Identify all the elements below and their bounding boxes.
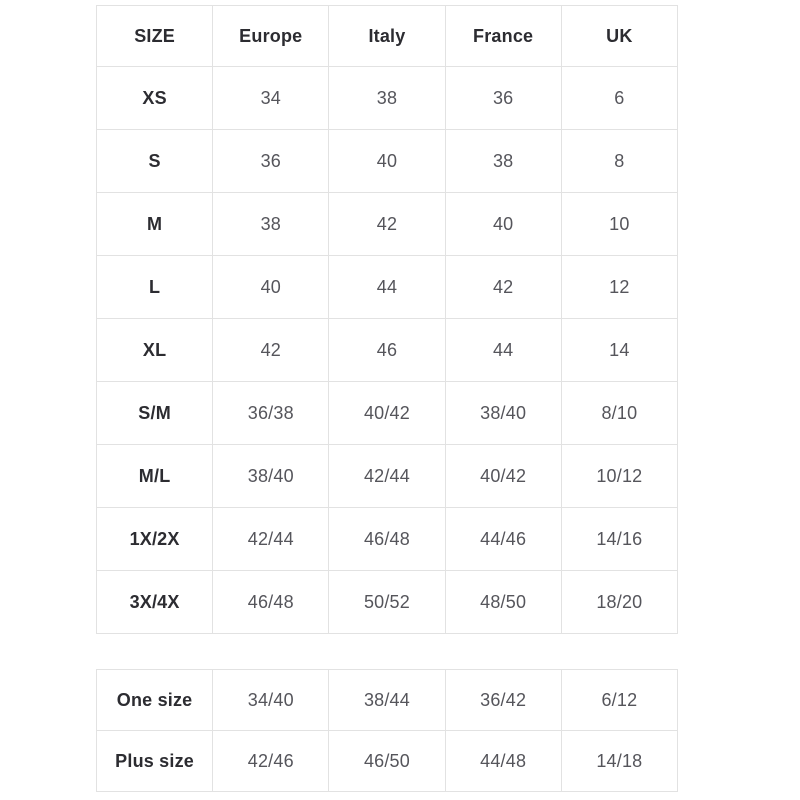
value-cell: 46/48 bbox=[213, 571, 329, 634]
header-cell-europe: Europe bbox=[213, 6, 329, 67]
table-row-xl bbox=[97, 319, 678, 382]
value-cell: 8 bbox=[561, 130, 677, 193]
size-label-3x4x: 3X/4X bbox=[97, 571, 213, 634]
value-cell: 40 bbox=[329, 130, 445, 193]
table-row-1x2x bbox=[97, 508, 678, 571]
size-label-s: S bbox=[97, 130, 213, 193]
one-size-plus-size-table bbox=[96, 669, 678, 792]
value-cell: 8/10 bbox=[561, 382, 677, 445]
value-cell: 36/42 bbox=[445, 670, 561, 731]
size-label-ml: M/L bbox=[97, 445, 213, 508]
value-cell: 38 bbox=[213, 193, 329, 256]
size-label-xl: XL bbox=[97, 319, 213, 382]
size-label-1x2x: 1X/2X bbox=[97, 508, 213, 571]
table-row-s bbox=[97, 130, 678, 193]
value-cell: 6 bbox=[561, 67, 677, 130]
value-cell: 10 bbox=[561, 193, 677, 256]
value-cell: 34/40 bbox=[213, 670, 329, 731]
value-cell: 44/46 bbox=[445, 508, 561, 571]
table-row-3x4x bbox=[97, 571, 678, 634]
value-cell: 36/38 bbox=[213, 382, 329, 445]
value-cell: 38/40 bbox=[213, 445, 329, 508]
table-row-l bbox=[97, 256, 678, 319]
table-header-row bbox=[97, 6, 678, 67]
value-cell: 38 bbox=[329, 67, 445, 130]
value-cell: 38 bbox=[445, 130, 561, 193]
size-label-plus-size: Plus size bbox=[97, 731, 213, 792]
value-cell: 42 bbox=[445, 256, 561, 319]
value-cell: 40 bbox=[445, 193, 561, 256]
size-label-one-size: One size bbox=[97, 670, 213, 731]
value-cell: 18/20 bbox=[561, 571, 677, 634]
value-cell: 46/48 bbox=[329, 508, 445, 571]
table-row-sm bbox=[97, 382, 678, 445]
value-cell: 14/16 bbox=[561, 508, 677, 571]
value-cell: 40/42 bbox=[329, 382, 445, 445]
value-cell: 42/46 bbox=[213, 731, 329, 792]
value-cell: 38/40 bbox=[445, 382, 561, 445]
table-row-ml bbox=[97, 445, 678, 508]
value-cell: 50/52 bbox=[329, 571, 445, 634]
header-cell-uk: UK bbox=[561, 6, 677, 67]
table-row-m bbox=[97, 193, 678, 256]
value-cell: 36 bbox=[213, 130, 329, 193]
header-cell-italy: Italy bbox=[329, 6, 445, 67]
size-label-xs: XS bbox=[97, 67, 213, 130]
size-label-m: M bbox=[97, 193, 213, 256]
value-cell: 40 bbox=[213, 256, 329, 319]
value-cell: 42 bbox=[213, 319, 329, 382]
value-cell: 40/42 bbox=[445, 445, 561, 508]
value-cell: 46 bbox=[329, 319, 445, 382]
value-cell: 14/18 bbox=[561, 731, 677, 792]
value-cell: 10/12 bbox=[561, 445, 677, 508]
table-row-one-size bbox=[97, 670, 678, 731]
header-cell-size: SIZE bbox=[97, 6, 213, 67]
value-cell: 44/48 bbox=[445, 731, 561, 792]
size-conversion-table bbox=[96, 5, 678, 634]
value-cell: 34 bbox=[213, 67, 329, 130]
value-cell: 6/12 bbox=[561, 670, 677, 731]
value-cell: 48/50 bbox=[445, 571, 561, 634]
value-cell: 44 bbox=[329, 256, 445, 319]
value-cell: 42 bbox=[329, 193, 445, 256]
value-cell: 42/44 bbox=[329, 445, 445, 508]
table-row-xs bbox=[97, 67, 678, 130]
value-cell: 42/44 bbox=[213, 508, 329, 571]
value-cell: 12 bbox=[561, 256, 677, 319]
value-cell: 46/50 bbox=[329, 731, 445, 792]
header-cell-france: France bbox=[445, 6, 561, 67]
value-cell: 38/44 bbox=[329, 670, 445, 731]
size-label-sm: S/M bbox=[97, 382, 213, 445]
size-label-l: L bbox=[97, 256, 213, 319]
table-row-plus-size bbox=[97, 731, 678, 792]
value-cell: 36 bbox=[445, 67, 561, 130]
value-cell: 44 bbox=[445, 319, 561, 382]
value-cell: 14 bbox=[561, 319, 677, 382]
